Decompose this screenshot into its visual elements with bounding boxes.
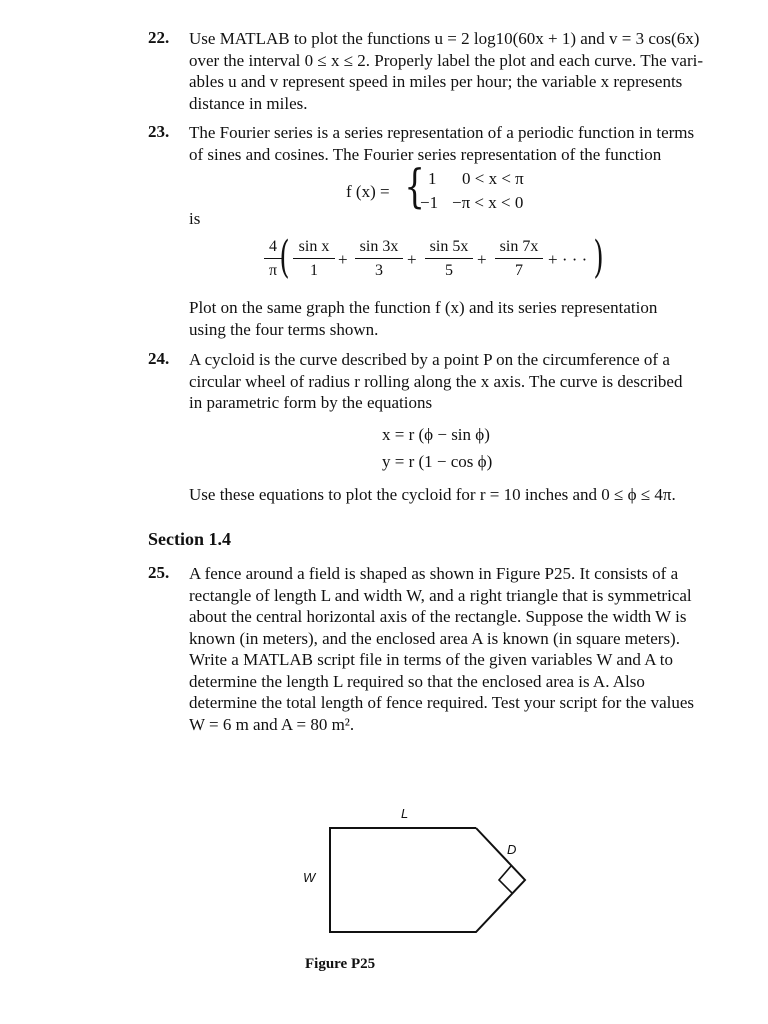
label-L: L <box>401 806 409 821</box>
problem-23-after-line-1: Plot on the same graph the function f (x) and its series representation <box>189 298 658 317</box>
term-4-denominator: 7 <box>515 262 523 279</box>
coef-denominator: π <box>268 262 278 279</box>
problem-24-line-2: circular wheel of radius r rolling along the x axis. The curve is described <box>189 371 683 391</box>
problem-25-line-4: known (in meters), and the enclosed area A is known (in square meters). <box>189 628 680 648</box>
problem-25-line-2: rectangle of length L and width W, and a right triangle that is symmetrical <box>189 585 692 605</box>
right-angle-marker <box>499 866 512 893</box>
problem-23-number: 23. <box>148 122 170 141</box>
problem-25-line-1: A fence around a field is shaped as shown in Figure P25. It consists of a <box>189 564 679 583</box>
case-1-value: 1 <box>428 169 437 188</box>
problem-22-line-1: Use MATLAB to plot the functions u = 2 log10(60x + 1) and v = 3 cos(6x) <box>189 29 700 48</box>
term-2-denominator: 3 <box>375 262 383 279</box>
term-3-denominator: 5 <box>445 262 453 279</box>
case-2-condition: −π < x < 0 <box>452 193 524 212</box>
case-1-condition: 0 < x < π <box>462 169 524 188</box>
case-2-value: −1 <box>420 193 439 212</box>
plus-sign: + <box>477 250 487 269</box>
piecewise-brace: { <box>404 159 425 213</box>
problem-25-line-3: about the central horizontal axis of the rectangle. Suppose the width W is <box>189 607 687 626</box>
is-text: is <box>189 209 201 228</box>
series-tail: + · · · <box>548 250 588 269</box>
problem-24-number: 24. <box>148 349 170 368</box>
cycloid-eq-y: y = r (1 − cos ϕ) <box>382 452 493 471</box>
problem-25-line-7: determine the total length of fence required. Test your script for the values <box>189 693 695 712</box>
cycloid-eq-x: x = r (ϕ − sin ϕ) <box>382 425 490 444</box>
section-title: Section 1.4 <box>148 529 231 549</box>
problem-25-line-8: W = 6 m and A = 80 m². <box>189 714 355 734</box>
left-paren: ( <box>279 232 290 283</box>
problem-22-number: 22. <box>148 28 170 47</box>
term-4-numerator: sin 7x <box>495 238 543 259</box>
problem-25-line-6: determine the length L required so that the enclosed area is A. Also <box>189 671 645 691</box>
problem-24-line-1: A cycloid is the curve described by a point P on the circumference of a <box>189 350 670 369</box>
right-paren: ) <box>593 232 604 283</box>
plus-sign: + <box>407 250 417 269</box>
problem-22-line-3: ables u and v represent speed in miles per hour; the variable x represents <box>189 72 683 91</box>
problem-24-after: Use these equations to plot the cycloid for r = 10 inches and 0 ≤ ϕ ≤ 4π. <box>189 485 676 504</box>
problem-22-line-2: over the interval 0 ≤ x ≤ 2. Properly label the plot and each curve. The vari- <box>189 50 704 70</box>
fence-outline <box>330 828 525 932</box>
problem-23-after-line-2: using the four terms shown. <box>189 319 379 339</box>
problem-24-line-3: in parametric form by the equations <box>189 393 433 412</box>
piecewise-label: f (x) = <box>346 182 390 201</box>
figure-caption: Figure P25 <box>305 956 376 972</box>
problem-22-line-4: distance in miles. <box>189 93 308 113</box>
label-D: D <box>507 842 517 857</box>
label-W: W <box>303 870 316 885</box>
term-1-denominator: 1 <box>310 262 318 279</box>
term-1-numerator: sin x <box>293 238 335 259</box>
term-3-numerator: sin 5x <box>425 238 473 259</box>
plus-sign: + <box>338 250 348 269</box>
problem-23-line-2: of sines and cosines. The Fourier series representation of the function <box>189 144 662 164</box>
problem-25-line-5: Write a MATLAB script file in terms of the given variables W and A to <box>189 650 674 669</box>
problem-23-line-1: The Fourier series is a series representation of a periodic function in terms <box>189 123 695 142</box>
coef-numerator: 4 <box>264 238 282 259</box>
term-2-numerator: sin 3x <box>355 238 403 259</box>
problem-25-number: 25. <box>148 563 170 582</box>
